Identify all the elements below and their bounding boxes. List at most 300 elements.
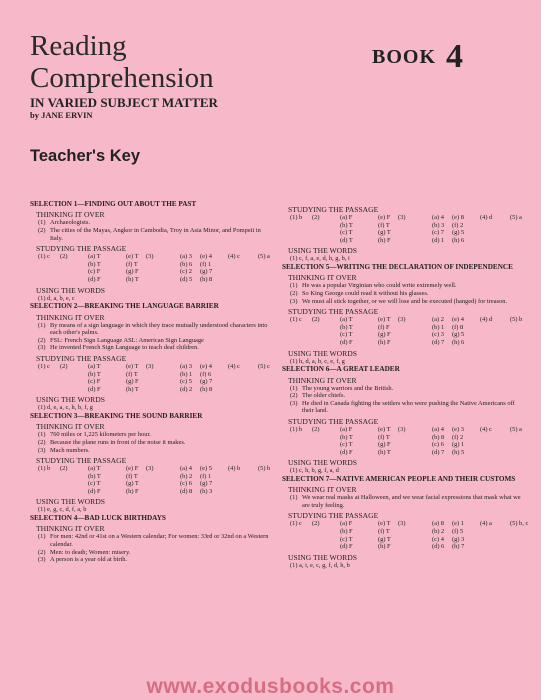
grid-cell: (a) F [340,214,353,221]
grid-cell: (a) 4 [432,214,444,221]
grid-cell [480,324,510,332]
grid-cell [510,222,540,230]
grid-cell: (c) T [88,480,101,488]
selection-4-continued [282,205,527,263]
grid-cell [146,480,180,488]
grid-cell: (d) 2 [180,385,193,393]
grid-cell: (h) 8 [200,275,213,283]
answer-grid [38,363,275,393]
grid-cell: (h) F [378,236,391,244]
book-number: 4 [446,38,464,75]
thinking-heading: THINKING IT OVER [36,210,105,220]
grid-cell [38,488,60,496]
grid-cell [312,441,340,449]
answer-text: By means of a sign language in which they trace mutually understood characters into each other's palms. [50,321,268,337]
grid-cell: (b) 1 [180,370,193,378]
grid-cell [480,229,510,237]
studying-heading: STUDYING THE PASSAGE [288,511,379,521]
answer-grid [290,426,527,456]
grid-cell: (a) T [340,316,353,324]
grid-cell: (f) 1 [200,260,212,268]
grid-cell [510,441,540,449]
grid-cell: (c) 4 [432,535,444,543]
grid-cell: (a) 3 [180,253,192,261]
answer-number: (1) [38,321,46,329]
grid-cell: (f) F [378,323,390,331]
grid-cell: (2) [60,465,68,473]
grid-cell [290,528,312,536]
selection-title: SELECTION 3—BREAKING THE SOUND BARRIER [30,411,203,420]
grid-cell [228,488,258,496]
grid-cell: (2) [312,520,320,528]
grid-cell [398,222,432,230]
grid-cell: (4) c [228,362,240,370]
grid-cell: (e) F [378,214,391,221]
grid-cell: (g) 5 [452,229,465,237]
answer-number: (1) [38,533,46,541]
grid-cell [510,434,540,442]
grid-cell: (e) 8 [452,214,464,221]
using-heading: USING THE WORDS [288,348,357,358]
grid-cell: (e) 4 [200,253,212,261]
grid-cell: (h) T [126,275,139,283]
using-heading: USING THE WORDS [288,552,357,562]
answer-text: For men: 42nd or 41st on a Western calendar; For women: 33rd or 32nd on a Western calendar. [50,533,269,549]
selection-title: SELECTION 2—BREAKING THE LANGUAGE BARRIER [30,302,219,311]
grid-cell: (a) T [88,253,101,261]
grid-cell [510,536,540,544]
answer-number: (3) [38,446,46,454]
selection-5 [282,263,527,365]
studying-heading: STUDYING THE PASSAGE [288,416,379,426]
grid-cell: (h) F [126,487,139,495]
grid-cell: (b) 6 [180,260,193,268]
grid-cell: (h) 7 [452,543,465,551]
grid-cell [480,237,510,245]
grid-cell: (d) F [340,338,353,346]
grid-cell [312,237,340,245]
grid-cell: (e) T [378,425,391,433]
grid-cell [60,386,88,394]
using-heading: USING THE WORDS [36,285,105,295]
thinking-heading: THINKING IT OVER [36,524,105,534]
grid-cell: (c) 2 [180,268,192,276]
answer-text: FSL: French Sign Language ASL: American Sign Language [50,336,204,344]
grid-cell: (d) 7 [432,338,445,346]
book-number-label [372,38,463,76]
using-answer: (1) d, a, b, e, c [38,294,75,302]
grid-cell [290,339,312,347]
grid-cell [312,331,340,339]
grid-cell [480,222,510,230]
grid-cell: (3) [146,465,154,473]
answer-grid [290,520,527,550]
grid-cell: (1) c [38,253,50,261]
answer-item [38,344,275,352]
answer-grid [290,316,527,346]
answer-grid [38,465,275,495]
grid-cell: (1) b [290,425,303,433]
grid-cell [312,229,340,237]
grid-cell: (c) 6 [180,480,192,488]
grid-cell [290,331,312,339]
grid-cell [398,331,432,339]
grid-cell [480,434,510,442]
grid-cell: (g) F [378,441,391,449]
book-word: BOOK [372,46,437,68]
grid-cell: (g) 7 [200,268,213,276]
grid-cell: (d) 1 [432,236,445,244]
grid-cell: (d) F [340,543,353,551]
grid-cell: (f) T [126,472,138,480]
grid-cell [290,237,312,245]
teacher-key-heading: Teacher's Key [30,147,141,165]
grid-cell: (c) 3 [432,331,444,339]
grid-cell [228,268,258,276]
answer-text: Mach numbers. [50,446,90,454]
grid-cell: (e) T [126,253,139,261]
grid-cell [480,339,510,347]
grid-cell [312,543,340,551]
grid-cell: (g) 5 [452,331,465,339]
grid-cell [228,473,258,481]
grid-cell: (h) T [378,448,391,456]
grid-cell: (5) c [258,362,270,370]
grid-cell: (f) T [126,260,138,268]
grid-cell: (a) 8 [432,520,444,528]
answer-number: (3) [38,556,46,564]
answer-text: 760 miles or 1,225 kilometers per hour. [50,431,151,439]
answer-item [290,385,527,393]
answer-number: (3) [38,344,46,352]
grid-cell: (3) [398,214,406,221]
grid-cell: (5) a [258,253,270,261]
grid-cell [312,339,340,347]
grid-cell: (a) 4 [180,465,192,473]
grid-cell: (f) T [378,221,390,229]
grid-cell [312,222,340,230]
grid-cell [146,261,180,269]
grid-cell: (g) F [126,268,139,276]
grid-cell: (b) T [88,472,101,480]
grid-cell: (4) a [480,520,492,528]
answer-number: (2) [38,438,46,446]
grid-cell [146,371,180,379]
grid-cell: (d) 6 [432,543,445,551]
right-column [282,203,527,569]
author: by JANE ERVIN [30,110,93,120]
grid-cell [38,386,60,394]
grid-cell: (g) F [378,331,391,339]
grid-cell: (2) [312,214,320,221]
grid-cell [510,324,540,332]
using-answer: (1) d, e, a, c, h, b, f, g [38,404,93,412]
grid-cell [290,449,312,457]
grid-cell: (d) 7 [432,448,445,456]
grid-cell: (d) F [340,448,353,456]
grid-cell: (b) T [88,370,101,378]
answer-item [38,431,275,439]
grid-cell [60,268,88,276]
thinking-heading: THINKING IT OVER [288,485,357,495]
answer-number: (2) [38,336,46,344]
grid-cell: (b) F [340,528,353,536]
grid-cell: (g) 3 [452,535,465,543]
grid-cell: (f) 2 [452,433,464,441]
grid-cell [312,449,340,457]
grid-cell [228,386,258,394]
selection-title: SELECTION 4—BAD LUCK BIRTHDAYS [30,514,166,523]
grid-cell: (d) T [340,236,353,244]
answer-item [38,219,275,227]
grid-cell: (a) 2 [432,316,444,324]
grid-cell [290,324,312,332]
grid-cell [480,449,510,457]
grid-cell [398,543,432,551]
grid-cell: (d) 8 [180,487,193,495]
grid-cell [60,371,88,379]
grid-cell [510,331,540,339]
grid-cell: (2) [60,253,68,261]
subtitle: IN VARIED SUBJECT MATTER [30,95,218,110]
title-line-1: Reading [30,30,127,62]
grid-cell [60,276,88,284]
grid-cell: (c) 6 [432,441,444,449]
using-answer: (1) c, f, a, e, d, h, g, b, i [290,255,350,263]
grid-cell: (d) F [88,487,101,495]
selection-3 [30,412,275,514]
answer-text: The cities of the Mayas, Angkor in Cambodia, Troy in Asia Minor, and Pompeii in Italy. [50,227,261,242]
grid-cell: (5) a [510,425,522,433]
grid-cell [312,536,340,544]
grid-cell: (b) 1 [432,323,445,331]
answer-grid [290,214,527,244]
answer-number: (1) [290,282,298,290]
grid-cell: (g) 7 [200,480,213,488]
selection-title: SELECTION 6—A GREAT LEADER [282,365,400,374]
grid-cell: (c) 7 [432,229,444,237]
grid-cell: (b) T [340,323,353,331]
grid-cell: (e) 1 [452,520,464,528]
grid-cell: (d) F [88,275,101,283]
grid-cell [146,378,180,386]
answer-item [290,400,527,415]
answer-text: The young warriors and the British. [302,384,394,392]
using-answer: (1) h, d, a, b, c, e, f, g [290,357,345,365]
grid-cell [398,339,432,347]
using-answer: (1) a, i, e, c, g, f, d, h, b [290,561,350,569]
grid-cell [146,488,180,496]
grid-cell [398,324,432,332]
grid-cell: (h) 6 [452,338,465,346]
answer-number: (2) [38,227,46,234]
grid-cell: (g) T [126,480,139,488]
grid-cell [480,528,510,536]
selection-6 [282,365,527,475]
answer-item [38,337,275,345]
grid-cell: (b) T [88,260,101,268]
grid-cell [398,528,432,536]
grid-cell: (d) F [88,385,101,393]
studying-heading: STUDYING THE PASSAGE [36,353,127,363]
grid-cell [290,543,312,551]
answer-item [290,494,527,509]
grid-cell: (b) 2 [432,528,445,536]
answer-text: So King George could read it without his glasses. [302,289,429,297]
using-heading: USING THE WORDS [36,497,105,507]
answer-number: (2) [290,392,298,400]
grid-cell: (e) T [126,362,139,370]
grid-cell: (e) T [378,316,391,324]
thinking-heading: THINKING IT OVER [36,312,105,322]
grid-cell: (c) F [88,378,101,386]
grid-cell [398,441,432,449]
answer-item [38,322,275,337]
title-block [30,30,218,121]
grid-cell [312,324,340,332]
grid-cell: (1) b [38,465,51,473]
answer-item [290,282,527,290]
grid-cell: (h) 6 [452,236,465,244]
grid-cell: (2) [60,362,68,370]
grid-cell: (h) 3 [200,487,213,495]
grid-cell [290,441,312,449]
grid-cell: (4) d [480,316,493,324]
grid-cell: (1) c [290,520,302,528]
grid-cell: (a) F [340,520,353,528]
grid-cell [290,536,312,544]
grid-cell [398,237,432,245]
grid-cell [228,261,258,269]
answer-number: (2) [290,289,298,297]
grid-cell: (e) F [126,465,139,473]
answer-item [290,298,527,306]
grid-cell [38,276,60,284]
grid-cell: (a) T [88,362,101,370]
grid-cell: (b) T [340,221,353,229]
answer-item [38,439,275,447]
grid-cell [38,371,60,379]
selection-title: SELECTION 1—FINDING OUT ABOUT THE PAST [30,200,197,208]
grid-cell: (e) 3 [452,425,464,433]
grid-cell [38,378,60,386]
grid-cell [312,528,340,536]
grid-cell [398,434,432,442]
grid-cell: (1) b [290,214,303,221]
grid-cell: (f) 6 [200,370,212,378]
answer-item [38,549,275,557]
grid-cell: (b) 2 [180,472,193,480]
grid-cell: (g) 1 [452,441,465,449]
selection-title: SELECTION 5—WRITING THE DECLARATION OF INDEPENDENCE [282,262,513,271]
grid-cell: (f) 2 [452,221,464,229]
grid-cell: (4) d [480,214,493,221]
grid-cell: (e) T [378,520,391,528]
grid-cell: (4) c [480,425,492,433]
grid-cell: (h) 8 [200,385,213,393]
grid-cell [60,473,88,481]
answer-text: He died in Canada fighting the settlers who were pushing the Native Americans off their land. [302,399,515,415]
answer-item [38,533,275,548]
grid-cell: (d) 5 [180,275,193,283]
left-column [30,200,275,564]
grid-cell: (4) b [228,465,241,473]
studying-heading: STUDYING THE PASSAGE [288,307,379,317]
answer-text: The older chiefs. [302,392,346,400]
using-heading: USING THE WORDS [36,395,105,405]
grid-cell: (g) F [126,378,139,386]
using-heading: USING THE WORDS [288,458,357,468]
grid-cell: (c) F [88,268,101,276]
grid-cell: (3) [146,362,154,370]
grid-cell: (5) b [510,316,523,324]
using-answer: (1) e, g, c, d, f, a, b [38,506,87,514]
answer-text: We must all stick together, or we will lose and be executed (hanged) for treason. [302,297,508,305]
using-heading: USING THE WORDS [288,246,357,256]
grid-cell: (e) 4 [200,362,212,370]
grid-cell: (h) 5 [452,448,465,456]
answer-text: We wear real masks at Halloween, and we wear facial expressions that mask what we are truly feeling. [302,494,521,509]
grid-cell [510,528,540,536]
grid-cell: (1) c [290,316,302,324]
selection-4 [30,514,275,564]
grid-cell [510,339,540,347]
grid-cell: (4) c [228,253,240,261]
studying-heading: STUDYING THE PASSAGE [288,205,379,214]
grid-cell [146,276,180,284]
grid-cell: (3) [398,520,406,528]
grid-cell: (a) T [88,465,101,473]
grid-cell: (g) T [378,535,391,543]
grid-cell: (h) F [378,543,391,551]
grid-cell [60,488,88,496]
grid-cell: (g) T [378,229,391,237]
grid-cell [60,261,88,269]
grid-cell [38,480,60,488]
grid-cell: (f) 1 [200,472,212,480]
grid-cell [312,434,340,442]
selection-7 [282,475,527,570]
grid-cell [480,441,510,449]
grid-cell: (5) b, c [510,520,529,528]
answer-text: Archaeologists. [50,219,90,227]
grid-cell: (c) T [340,229,353,237]
grid-cell [60,378,88,386]
answer-number: (1) [290,384,298,392]
grid-cell: (3) [398,425,406,433]
grid-cell: (3) [146,253,154,261]
grid-cell: (2) [312,425,320,433]
grid-cell [510,237,540,245]
grid-cell: (f) T [378,528,390,536]
grid-cell: (a) 3 [180,362,192,370]
grid-cell: (h) F [378,338,391,346]
grid-cell [146,268,180,276]
grid-cell: (1) c [38,362,50,370]
grid-cell: (c) T [340,441,353,449]
answer-item [38,227,275,242]
grid-cell: (3) [398,316,406,324]
answer-item [290,290,527,298]
grid-cell [146,386,180,394]
grid-cell [60,480,88,488]
answer-number: (3) [290,399,298,407]
grid-cell: (f) T [378,433,390,441]
answer-number: (2) [38,548,46,556]
footer-watermark: www.exodusbooks.com [146,675,395,698]
grid-cell [398,229,432,237]
using-answer: (1) c, h, b, g, f, a, d [290,467,339,475]
